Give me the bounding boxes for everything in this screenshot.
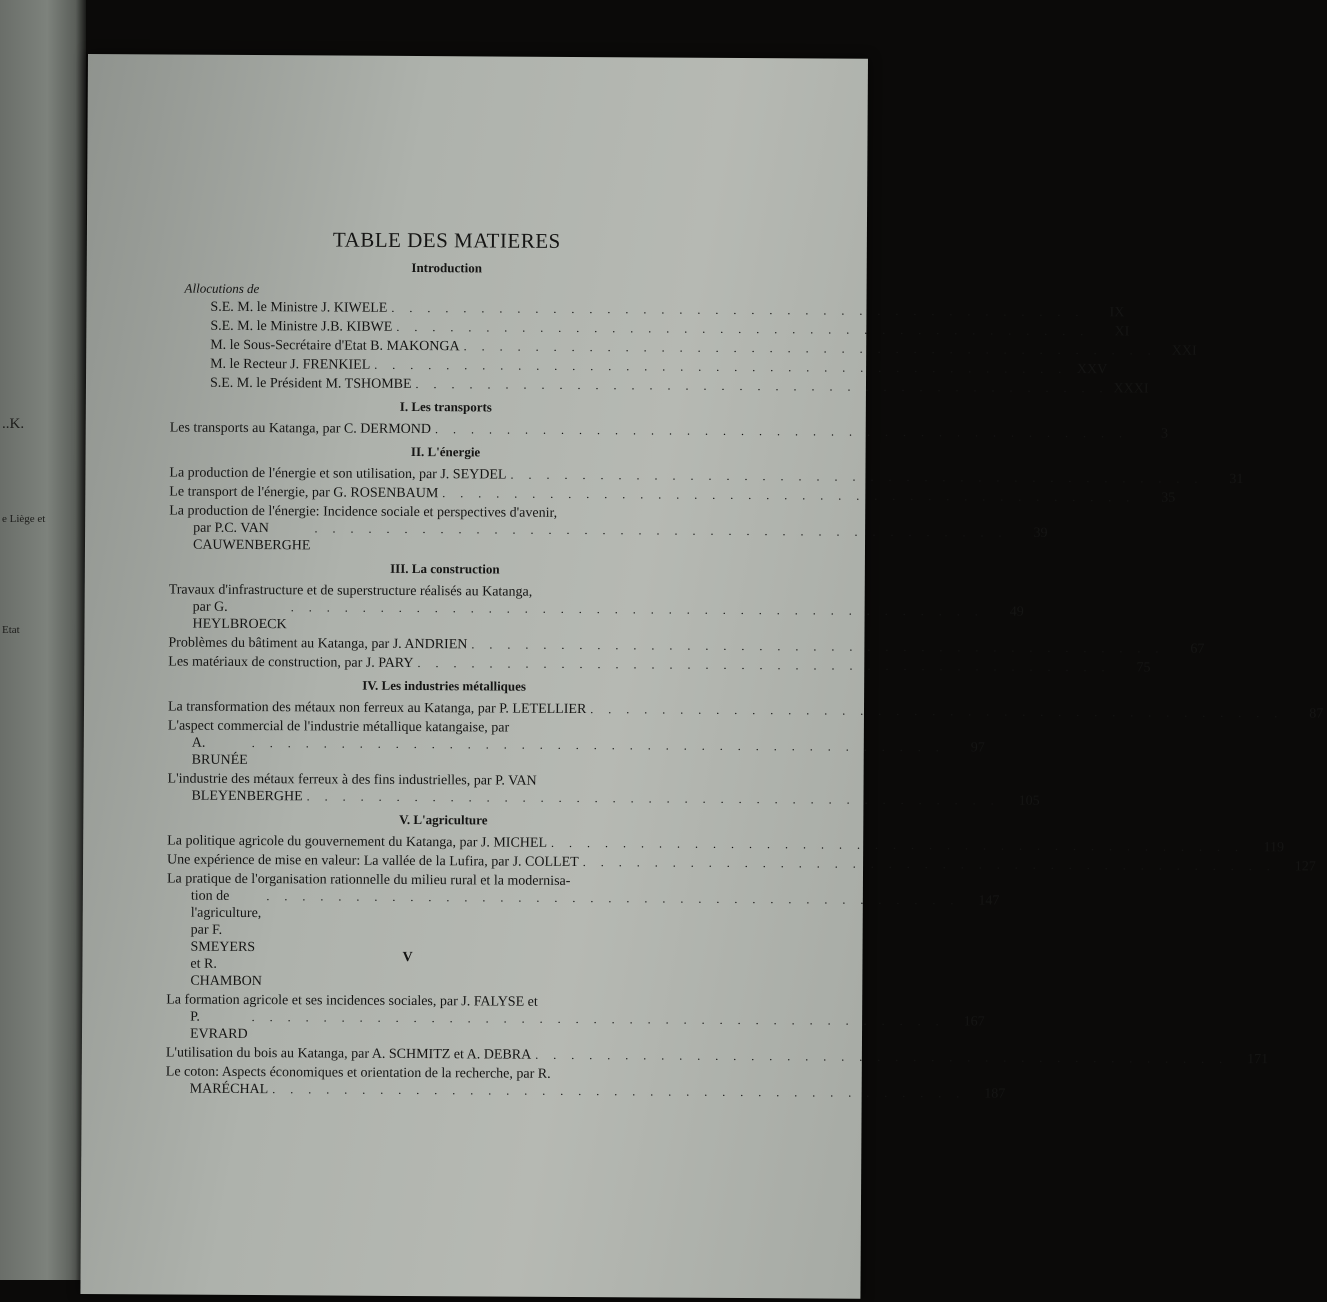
toc-entry [167, 851, 1316, 875]
toc-entry-text: S.E. M. le Ministre J. KIWELE [210, 299, 388, 316]
toc-entry-continuation: par P.C. VAN CAUWENBERGHE [192, 520, 311, 554]
toc-entry-text: Problèmes du bâtiment au Katanga, par J. ANDRIEN [168, 635, 468, 653]
toc-entry-text: La production de l'énergie: Incidence sociale et perspectives d'avenir, [169, 503, 558, 521]
leader-dots: . . . . . . . . . . . . . . . . . . . . . . . . . . . . . . . . . . . . . . . [314, 521, 1008, 540]
toc-entry [170, 337, 1197, 359]
toc-page-number: 105 [1018, 793, 1040, 809]
toc-entry [169, 484, 1176, 506]
toc-entry-text: M. le Sous-Secrétaire d'Etat B. MAKONGA [210, 337, 460, 355]
toc-page-number: 147 [978, 893, 1000, 909]
toc-entry [166, 870, 1000, 992]
toc-page-number: 171 [1247, 1052, 1269, 1068]
toc-page-number: 97 [970, 740, 985, 756]
toc-entry [168, 654, 1151, 676]
toc-entry-text: Travaux d'infrastructure et de superstructure réalisés au Katanga, [168, 582, 533, 600]
book-page [80, 54, 1324, 1299]
leader-dots: . . . . . . . . . . . . . . . . . . . . . . . . . . . . . . . . . . . . . . . [415, 377, 1109, 396]
leader-dots: . . . . . . . . . . . . . . . . . . . . . . . . . . . . . . . . . . . . . . . [251, 1010, 945, 1029]
toc-entry-continuation: MARÉCHAL [189, 1081, 269, 1098]
section-heading: V. L'agriculture [399, 811, 488, 828]
leader-dots: . . . . . . . . . . . . . . . . . . . . . . . . . . . . . . . . . . . . . . . [290, 600, 984, 619]
leader-dots: . . . . . . . . . . . . . . . . . . . . . . . . . . . . . . . . . . . . . . . [251, 736, 945, 755]
toc-entry-continuation: tion de l'agriculture, par F. SMEYERS et R. CHAMBON [190, 888, 262, 990]
toc-page-number: 49 [1009, 604, 1024, 620]
toc-entry-continuation: BLEYENBERGHE [191, 788, 303, 805]
toc-entry-continuation: P. EVRARD [189, 1009, 248, 1042]
toc-entry [170, 375, 1149, 397]
leader-dots: . . . . . . . . . . . . . . . . . . . . . . . . . . . . . . . . . . . . . . . [550, 835, 1245, 855]
toc-page-number: 67 [1190, 641, 1205, 657]
leader-dots: . . . . . . . . . . . . . . . . . . . . . . . . . . . . . . . . . . . . . . . [471, 637, 1165, 656]
toc-entry-text: Le coton: Aspects économiques et orientation de la recherche, par R. [165, 1064, 551, 1082]
toc-page-number: XXXI [1113, 381, 1149, 397]
leader-dots: . . . . . . . . . . . . . . . . . . . . . . . . . . . . . . . . . . . . . . . [442, 486, 1136, 505]
toc-entry-text: L'aspect commercial de l'industrie métallique katangaise, par [167, 718, 510, 736]
toc-entry-text: Le transport de l'énergie, par G. ROSENBAUM [169, 484, 439, 502]
subheading-allocutions: Allocutions de [184, 280, 260, 297]
toc-entry [170, 318, 1130, 340]
toc-entry-text: S.E. M. le Président M. TSHOMBE [209, 375, 412, 392]
leader-dots: . . . . . . . . . . . . . . . . . . . . . . . . . . . . . . . . . . . . . . . [266, 889, 960, 908]
previous-page-edge [0, 0, 86, 1280]
toc-entry [169, 503, 1048, 557]
leader-dots: . . . . . . . . . . . . . . . . . . . . . . . . . . . . . . . . . . . . . . . [391, 300, 1085, 320]
toc-entry-text: L'utilisation du bois au Katanga, par A. SCHMITZ et A. DEBRA [165, 1045, 532, 1063]
section-heading: II. L'énergie [410, 443, 481, 460]
toc-entry [170, 299, 1125, 321]
toc-entry [167, 699, 1324, 722]
section-heading-introduction: Introduction [411, 259, 483, 276]
toc-entry [167, 770, 1040, 809]
toc-entry [167, 718, 985, 772]
toc-page-number: 3 [1160, 426, 1169, 442]
toc-entry [169, 420, 1169, 442]
toc-entry [166, 991, 985, 1045]
toc-page-number: 31 [1229, 471, 1244, 488]
sections-list [165, 398, 1324, 1102]
prev-page-fragment: ..K. [2, 416, 25, 432]
section-heading: IV. Les industries métalliques [362, 677, 527, 694]
toc-page-number: 167 [963, 1014, 985, 1030]
toc-page-number: XXI [1171, 343, 1197, 359]
toc-entry-text: Les transports au Katanga, par C. DERMOND [169, 420, 432, 438]
toc-page-number: 35 [1161, 490, 1176, 506]
toc-entry [167, 832, 1285, 856]
leader-dots: . . . . . . . . . . . . . . . . . . . . . . . . . . . . . . . . . . . . . . . [434, 422, 1129, 441]
leader-dots: . . . . . . . . . . . . . . . . . . . . . . . . . . . . . . . . . . . . . . . [510, 467, 1204, 486]
toc-entry-text: La politique agricole du gouvernement du Katanga, par J. MICHEL [167, 833, 548, 851]
introduction-list [170, 299, 1197, 397]
toc-entry [165, 1063, 1006, 1102]
toc-page-number: 119 [1263, 840, 1285, 856]
section-heading: I. Les transports [399, 398, 492, 415]
toc-entry [170, 356, 1108, 378]
toc-entry-text: La pratique de l'organisation rationnelle du milieu rural et la modernisa- [166, 871, 571, 889]
toc-page-number: XI [1114, 324, 1130, 340]
toc-entry-text: La formation agricole et ses incidences sociales, par J. FALYSE et [166, 992, 538, 1010]
toc-entry-text: L'industrie des métaux ferreux à des fins industrielles, par P. VAN [167, 771, 537, 789]
leader-dots: . . . . . . . . . . . . . . . . . . . . . . . . . . . . . . . . . . . . . . . [306, 789, 1000, 808]
leader-dots: . . . . . . . . . . . . . . . . . . . . . . . . . . . . . . . . . . . . . . . [590, 702, 1284, 721]
toc-entry-text: Les matériaux de construction, par J. PARY [168, 654, 414, 671]
prev-page-fragment: e Liège et [2, 513, 46, 525]
leader-dots: . . . . . . . . . . . . . . . . . . . . . . . . . . . . . . . . . . . . . . . [374, 357, 1068, 376]
toc-entry [169, 465, 1244, 488]
leader-dots: . . . . . . . . . . . . . . . . . . . . . . . . . . . . . . . . . . . . . . . [535, 1047, 1229, 1066]
toc-page-number: XXV [1076, 362, 1108, 378]
page-title: TABLE DES MATIERES [332, 227, 561, 253]
leader-dots: . . . . . . . . . . . . . . . . . . . . . . . . . . . . . . . . . . . . . . . [582, 855, 1276, 874]
leader-dots: . . . . . . . . . . . . . . . . . . . . . . . . . . . . . . . . . . . . . . . [417, 656, 1111, 675]
toc-page-number: 87 [1309, 706, 1324, 722]
leader-dots: . . . . . . . . . . . . . . . . . . . . . . . . . . . . . . . . . . . . . . . [396, 319, 1090, 339]
toc-entry-continuation: A. BRUNÉE [191, 735, 248, 768]
toc-entry-text: Une expérience de mise en valeur: La vallée de la Lufira, par J. COLLET [167, 852, 579, 871]
toc-entry [168, 635, 1205, 657]
toc-entry-text: La transformation des métaux non ferreux au Katanga, par P. LETELLIER [167, 699, 587, 718]
table-of-contents [165, 227, 1324, 1103]
toc-entry-text: S.E. M. le Ministre J.B. KIBWE [210, 318, 393, 335]
prev-page-fragment: Etat [2, 624, 20, 636]
leader-dots: . . . . . . . . . . . . . . . . . . . . . . . . . . . . . . . . . . . . . . . [463, 339, 1157, 358]
toc-page-number: 75 [1136, 660, 1151, 676]
section-heading: III. La construction [390, 560, 500, 577]
toc-entry [165, 1044, 1269, 1068]
leader-dots: . . . . . . . . . . . . . . . . . . . . . . . . . . . . . . . . . . . . . . . [272, 1082, 966, 1101]
toc-page-number: 127 [1294, 859, 1316, 875]
toc-entry [168, 582, 1024, 636]
toc-entry-text: M. le Recteur J. FRENKIEL [210, 356, 371, 373]
toc-entry-continuation: par G. HEYLBROECK [192, 599, 287, 633]
toc-page-number: 187 [984, 1086, 1006, 1102]
toc-page-number: 39 [1033, 525, 1048, 541]
toc-page-number: IX [1109, 305, 1125, 321]
toc-entry-text: La production de l'énergie et son utilisation, par J. SEYDEL [169, 465, 507, 483]
page-number-folio: V [402, 949, 413, 965]
